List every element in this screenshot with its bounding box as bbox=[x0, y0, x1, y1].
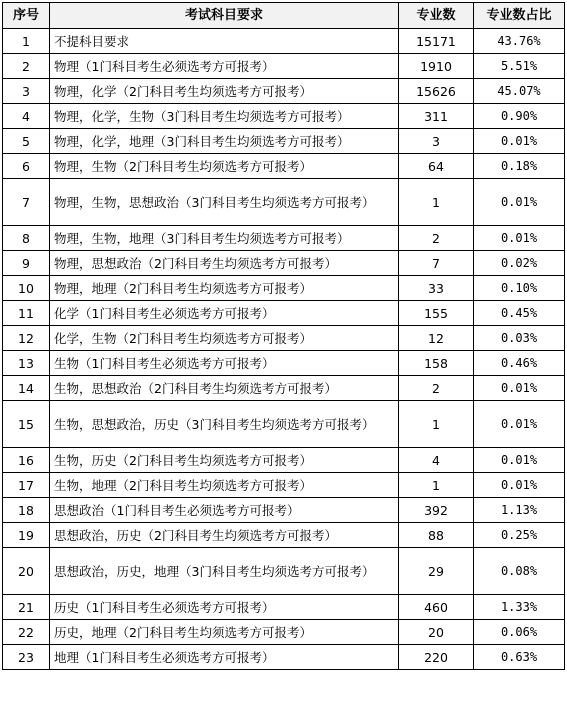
row-requirement: 物理，生物（2门科目考生均须选考方可报考） bbox=[50, 154, 399, 179]
row-count: 1 bbox=[399, 401, 474, 448]
row-percent: 0.02% bbox=[474, 251, 565, 276]
header-requirement: 考试科目要求 bbox=[50, 3, 399, 29]
table-row bbox=[3, 448, 565, 473]
row-index: 8 bbox=[3, 226, 50, 251]
row-count: 3 bbox=[399, 129, 474, 154]
row-index: 3 bbox=[3, 79, 50, 104]
row-index: 14 bbox=[3, 376, 50, 401]
row-index: 7 bbox=[3, 179, 50, 226]
table-row bbox=[3, 523, 565, 548]
table-row bbox=[3, 54, 565, 79]
row-requirement: 物理，思想政治（2门科目考生均须选考方可报考） bbox=[50, 251, 399, 276]
table-row bbox=[3, 301, 565, 326]
row-requirement: 物理（1门科目考生必须选考方可报考） bbox=[50, 54, 399, 79]
table-row bbox=[3, 226, 565, 251]
row-count: 4 bbox=[399, 448, 474, 473]
row-count: 392 bbox=[399, 498, 474, 523]
row-percent: 0.01% bbox=[474, 376, 565, 401]
row-index: 2 bbox=[3, 54, 50, 79]
table-row bbox=[3, 351, 565, 376]
row-count: 1 bbox=[399, 179, 474, 226]
row-requirement: 物理，化学（2门科目考生均须选考方可报考） bbox=[50, 79, 399, 104]
row-percent: 0.01% bbox=[474, 226, 565, 251]
row-requirement: 化学（1门科目考生必须选考方可报考） bbox=[50, 301, 399, 326]
row-requirement: 历史，地理（2门科目考生均须选考方可报考） bbox=[50, 620, 399, 645]
row-count: 1910 bbox=[399, 54, 474, 79]
table-row bbox=[3, 179, 565, 226]
row-count: 29 bbox=[399, 548, 474, 595]
row-count: 64 bbox=[399, 154, 474, 179]
row-index: 21 bbox=[3, 595, 50, 620]
row-percent: 0.08% bbox=[474, 548, 565, 595]
row-requirement: 生物（1门科目考生必须选考方可报考） bbox=[50, 351, 399, 376]
row-requirement: 历史（1门科目考生必须选考方可报考） bbox=[50, 595, 399, 620]
row-percent: 0.01% bbox=[474, 473, 565, 498]
row-percent: 0.18% bbox=[474, 154, 565, 179]
table-row bbox=[3, 498, 565, 523]
row-index: 13 bbox=[3, 351, 50, 376]
row-index: 20 bbox=[3, 548, 50, 595]
row-percent: 0.01% bbox=[474, 448, 565, 473]
table-row bbox=[3, 251, 565, 276]
header-major-count: 专业数 bbox=[399, 3, 474, 29]
row-requirement: 化学，生物（2门科目考生均须选考方可报考） bbox=[50, 326, 399, 351]
table-row bbox=[3, 401, 565, 448]
table-row bbox=[3, 154, 565, 179]
table-row bbox=[3, 548, 565, 595]
row-index: 18 bbox=[3, 498, 50, 523]
row-index: 16 bbox=[3, 448, 50, 473]
row-index: 19 bbox=[3, 523, 50, 548]
table-row bbox=[3, 595, 565, 620]
table-row bbox=[3, 79, 565, 104]
table-row bbox=[3, 376, 565, 401]
row-percent: 1.33% bbox=[474, 595, 565, 620]
table-row bbox=[3, 326, 565, 351]
row-index: 17 bbox=[3, 473, 50, 498]
row-index: 4 bbox=[3, 104, 50, 129]
row-index: 11 bbox=[3, 301, 50, 326]
row-requirement: 物理，化学，生物（3门科目考生均须选考方可报考） bbox=[50, 104, 399, 129]
row-index: 22 bbox=[3, 620, 50, 645]
row-requirement: 思想政治，历史（2门科目考生均须选考方可报考） bbox=[50, 523, 399, 548]
row-count: 155 bbox=[399, 301, 474, 326]
row-count: 2 bbox=[399, 376, 474, 401]
table-row bbox=[3, 645, 565, 670]
row-percent: 0.10% bbox=[474, 276, 565, 301]
row-count: 311 bbox=[399, 104, 474, 129]
row-count: 15171 bbox=[399, 29, 474, 54]
row-requirement: 地理（1门科目考生必须选考方可报考） bbox=[50, 645, 399, 670]
table-row bbox=[3, 29, 565, 54]
row-index: 15 bbox=[3, 401, 50, 448]
row-count: 88 bbox=[399, 523, 474, 548]
row-count: 33 bbox=[399, 276, 474, 301]
row-percent: 0.90% bbox=[474, 104, 565, 129]
row-index: 9 bbox=[3, 251, 50, 276]
row-percent: 5.51% bbox=[474, 54, 565, 79]
row-index: 6 bbox=[3, 154, 50, 179]
row-requirement: 生物，地理（2门科目考生均须选考方可报考） bbox=[50, 473, 399, 498]
subject-requirements-table bbox=[2, 2, 565, 670]
row-percent: 0.25% bbox=[474, 523, 565, 548]
row-percent: 1.13% bbox=[474, 498, 565, 523]
row-percent: 0.01% bbox=[474, 179, 565, 226]
row-index: 12 bbox=[3, 326, 50, 351]
table-row bbox=[3, 276, 565, 301]
table-row bbox=[3, 104, 565, 129]
row-count: 7 bbox=[399, 251, 474, 276]
row-percent: 43.76% bbox=[474, 29, 565, 54]
row-requirement: 生物，历史（2门科目考生均须选考方可报考） bbox=[50, 448, 399, 473]
table-row bbox=[3, 129, 565, 154]
table-header-row bbox=[3, 3, 565, 29]
row-percent: 45.07% bbox=[474, 79, 565, 104]
row-requirement: 生物，思想政治（2门科目考生均须选考方可报考） bbox=[50, 376, 399, 401]
row-percent: 0.03% bbox=[474, 326, 565, 351]
row-requirement: 思想政治，历史，地理（3门科目考生均须选考方可报考） bbox=[50, 548, 399, 595]
row-index: 10 bbox=[3, 276, 50, 301]
table-row bbox=[3, 620, 565, 645]
row-percent: 0.46% bbox=[474, 351, 565, 376]
row-percent: 0.06% bbox=[474, 620, 565, 645]
row-count: 2 bbox=[399, 226, 474, 251]
row-index: 5 bbox=[3, 129, 50, 154]
row-requirement: 物理，化学，地理（3门科目考生均须选考方可报考） bbox=[50, 129, 399, 154]
row-count: 158 bbox=[399, 351, 474, 376]
row-requirement: 物理，地理（2门科目考生均须选考方可报考） bbox=[50, 276, 399, 301]
row-percent: 0.45% bbox=[474, 301, 565, 326]
row-requirement: 物理，生物，地理（3门科目考生均须选考方可报考） bbox=[50, 226, 399, 251]
row-percent: 0.01% bbox=[474, 401, 565, 448]
row-count: 20 bbox=[399, 620, 474, 645]
row-index: 1 bbox=[3, 29, 50, 54]
row-count: 1 bbox=[399, 473, 474, 498]
row-count: 12 bbox=[399, 326, 474, 351]
row-requirement: 生物，思想政治，历史（3门科目考生均须选考方可报考） bbox=[50, 401, 399, 448]
row-percent: 0.63% bbox=[474, 645, 565, 670]
subject-requirements-table-container bbox=[2, 2, 565, 670]
header-major-percent: 专业数占比 bbox=[474, 3, 565, 29]
row-requirement: 思想政治（1门科目考生必须选考方可报考） bbox=[50, 498, 399, 523]
row-index: 23 bbox=[3, 645, 50, 670]
row-count: 220 bbox=[399, 645, 474, 670]
row-requirement: 物理，生物，思想政治（3门科目考生均须选考方可报考） bbox=[50, 179, 399, 226]
table-row bbox=[3, 473, 565, 498]
row-count: 460 bbox=[399, 595, 474, 620]
row-count: 15626 bbox=[399, 79, 474, 104]
header-index: 序号 bbox=[3, 3, 50, 29]
row-percent: 0.01% bbox=[474, 129, 565, 154]
row-requirement: 不提科目要求 bbox=[50, 29, 399, 54]
